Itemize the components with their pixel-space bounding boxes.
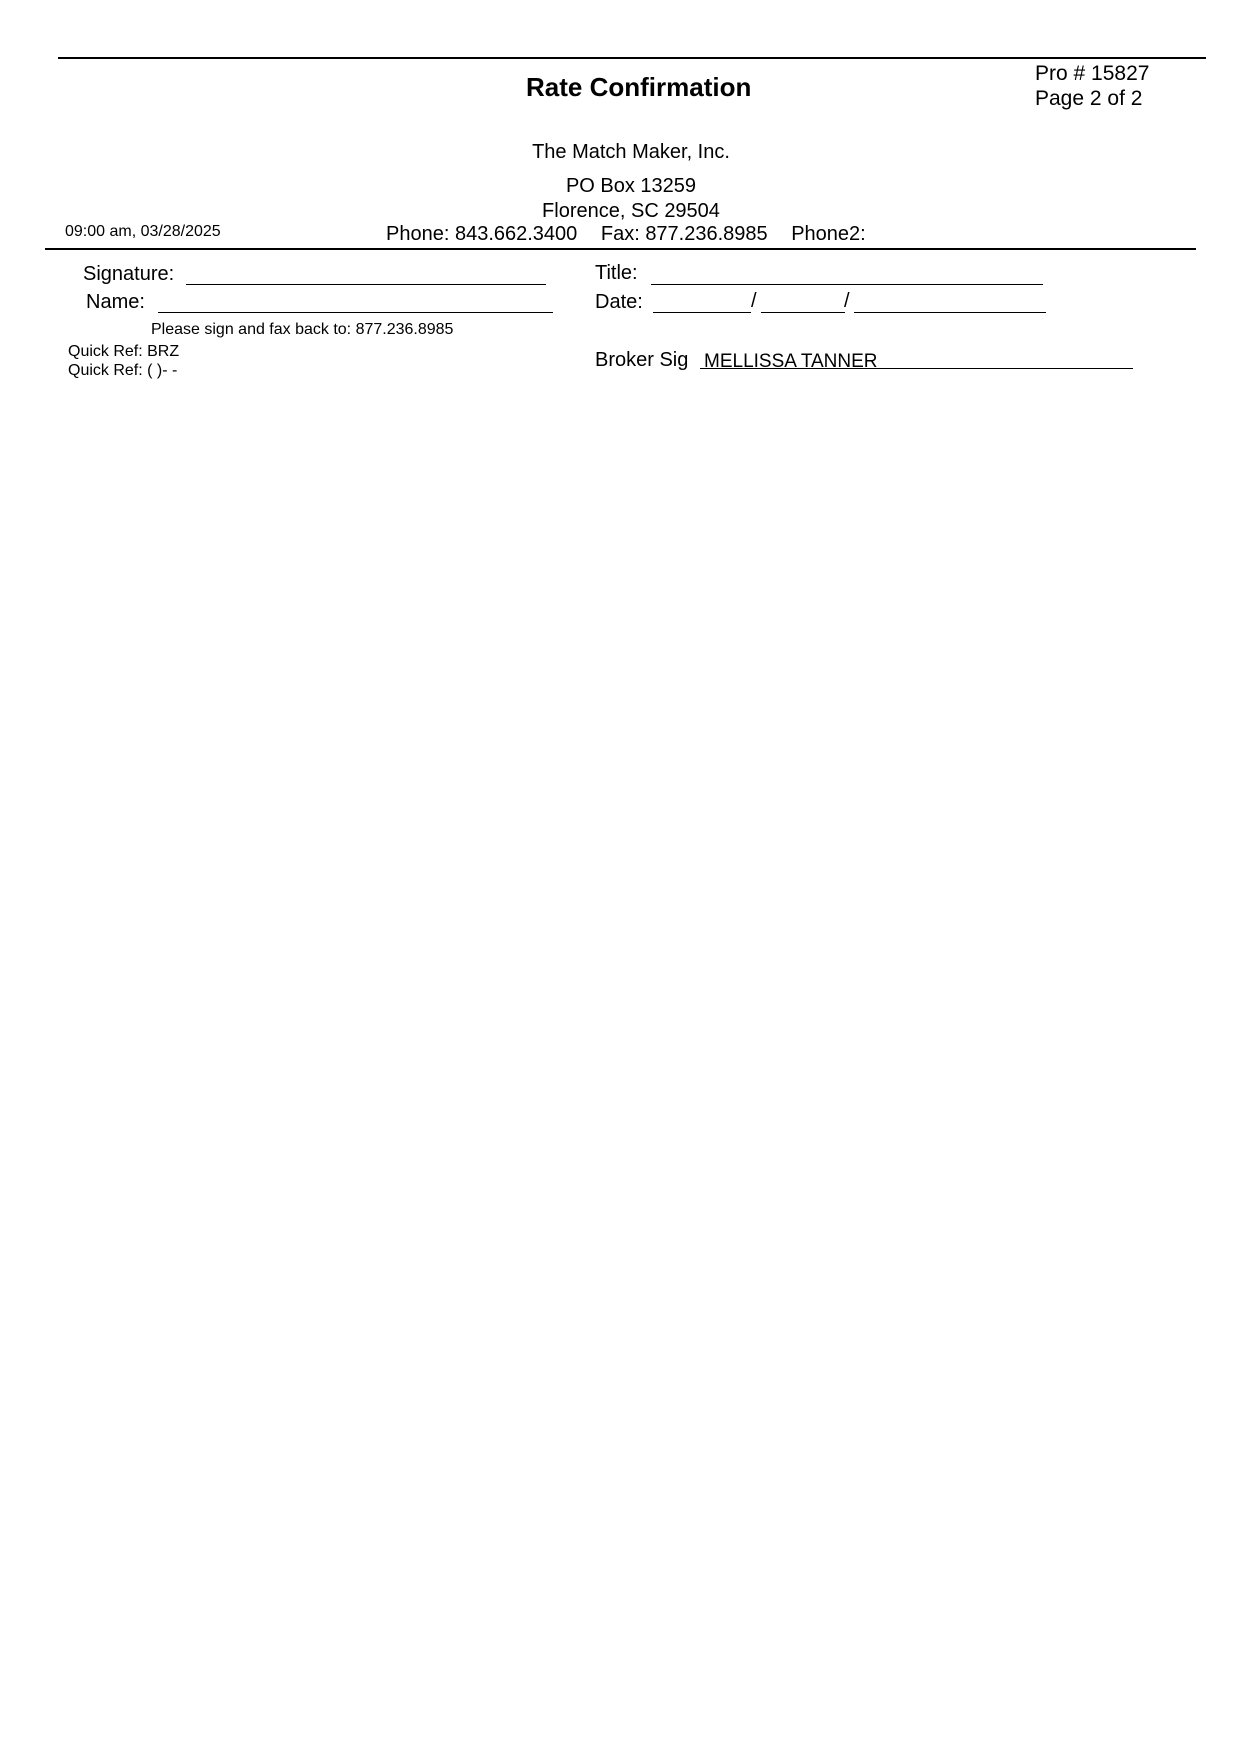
date-month-field[interactable] [653, 312, 751, 313]
company-name: The Match Maker, Inc. [532, 141, 730, 163]
header-rule [45, 248, 1196, 250]
company-address-line1: PO Box 13259 [565, 175, 697, 197]
company-contact-line [386, 223, 884, 246]
fax-back-instructions: Please sign and fax back to: 877.236.8985 [151, 321, 454, 338]
top-rule [58, 57, 1206, 59]
broker-sig-value: MELLISSA TANNER [704, 351, 878, 372]
date-separator: / [844, 290, 850, 312]
name-label: Name: [86, 291, 145, 313]
pro-info [1035, 61, 1149, 111]
title-field[interactable] [651, 284, 1043, 285]
date-label: Date: [595, 291, 643, 313]
print-timestamp: 09:00 am, 03/28/2025 [65, 223, 221, 240]
quick-ref-secondary: Quick Ref: ( )- - [68, 362, 178, 379]
signature-label: Signature: [83, 263, 175, 285]
broker-sig-field [700, 368, 1133, 369]
name-field[interactable] [158, 312, 553, 313]
company-address-line2: Florence, SC 29504 [542, 200, 720, 222]
signature-field[interactable] [186, 284, 546, 285]
date-year-field[interactable] [854, 312, 1046, 313]
company-fax: Fax: 877.236.8985 [600, 223, 768, 245]
date-day-field[interactable] [761, 312, 845, 313]
company-phone: Phone: 843.662.3400 [386, 223, 578, 245]
date-separator: / [751, 290, 757, 312]
page-info: Page 2 of 2 [1035, 87, 1143, 110]
quick-ref-primary: Quick Ref: BRZ [68, 343, 180, 360]
document-title: Rate Confirmation [526, 72, 752, 102]
company-phone2: Phone2: [791, 223, 866, 245]
broker-sig-label: Broker Sig [595, 349, 689, 371]
pro-number: Pro # 15827 [1035, 62, 1150, 85]
title-label: Title: [595, 262, 638, 284]
